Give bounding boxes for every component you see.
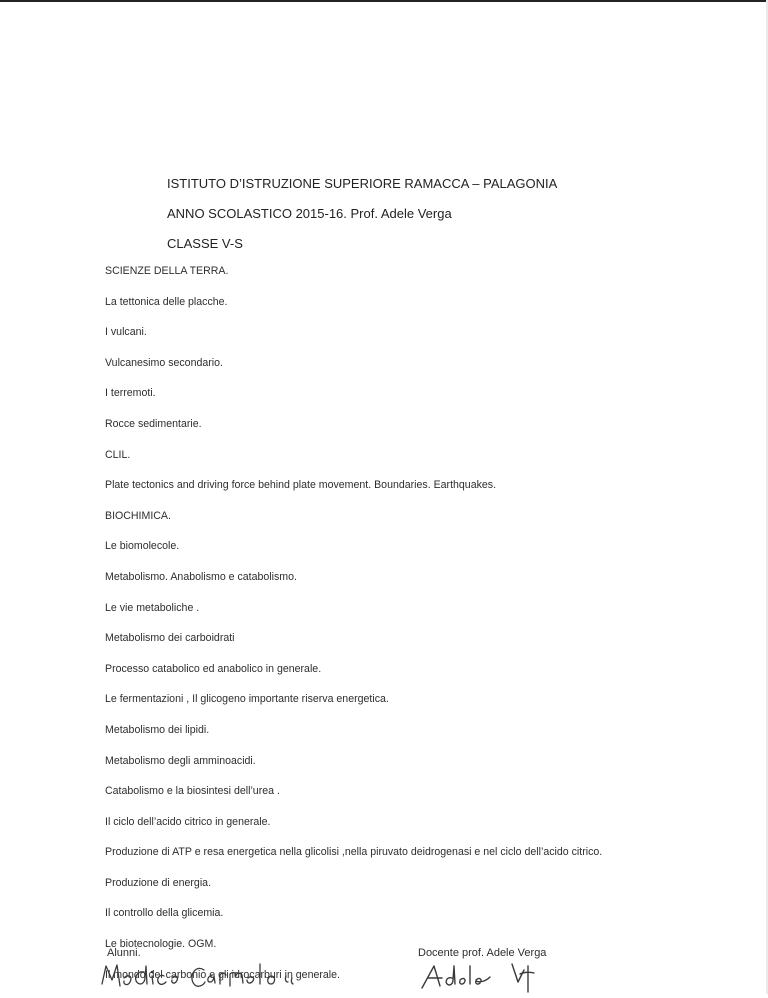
teacher-label: Docente prof. Adele Verga [418, 947, 547, 959]
topic-line: La tettonica delle placche. [105, 295, 228, 308]
topic-line: Metabolismo degli amminoacidi. [105, 754, 256, 767]
institute-title: ISTITUTO D’ISTRUZIONE SUPERIORE RAMACCA – PALAGONIA [167, 176, 558, 191]
school-year-line: ANNO SCOLASTICO 2015-16. Prof. Adele Verga [167, 206, 452, 221]
student-signature [100, 962, 300, 994]
topic-line: Le fermentazioni , Il glicogeno importante riserva energetica. [105, 693, 389, 706]
topic-line: Processo catabolico ed anabolico in generale. [105, 662, 322, 675]
topic-line: Le biotecnologie. OGM. [105, 938, 217, 951]
topic-line: Vulcanesimo secondario. [105, 356, 223, 369]
topic-line: Produzione di ATP e resa energetica nella glicolisi ,nella piruvato deidrogenasi e nel ciclo dell’acido citrico. [105, 846, 603, 859]
topic-line: Metabolismo dei carboidrati [105, 632, 235, 645]
teacher-signature [420, 960, 540, 994]
section-heading: CLIL. [105, 448, 131, 461]
topic-line: Metabolismo. Anabolismo e catabolismo. [105, 570, 297, 583]
topic-line: Le vie metaboliche . [105, 601, 200, 614]
section-heading: SCIENZE DELLA TERRA. [105, 265, 229, 277]
class-label: CLASSE V-S [167, 236, 243, 251]
topic-line: Catabolismo e la biosintesi dell’urea . [105, 785, 280, 798]
topic-line: Il ciclo dell’acido citrico in generale. [105, 815, 271, 828]
scan-edge-top [0, 0, 768, 2]
section-heading: BIOCHIMICA. [105, 509, 171, 522]
topic-line: Rocce sedimentarie. [105, 417, 202, 430]
topic-line: Plate tectonics and driving force behind plate movement. Boundaries. Earthquakes. [105, 479, 497, 492]
topic-line: I vulcani. [105, 326, 147, 339]
topic-line: I terremoti. [105, 387, 156, 400]
students-label: Alunni. [107, 947, 141, 959]
topic-line: Produzione di energia. [105, 876, 212, 889]
syllabus-list [105, 264, 602, 998]
topic-line: Metabolismo dei lipidi. [105, 723, 210, 736]
topic-line: Il controllo della glicemia. [105, 907, 224, 920]
topic-line: Le biomolecole. [105, 540, 180, 553]
topic-line: Il mondo del carbonio e gli idrocarburi in generale. [105, 968, 340, 981]
